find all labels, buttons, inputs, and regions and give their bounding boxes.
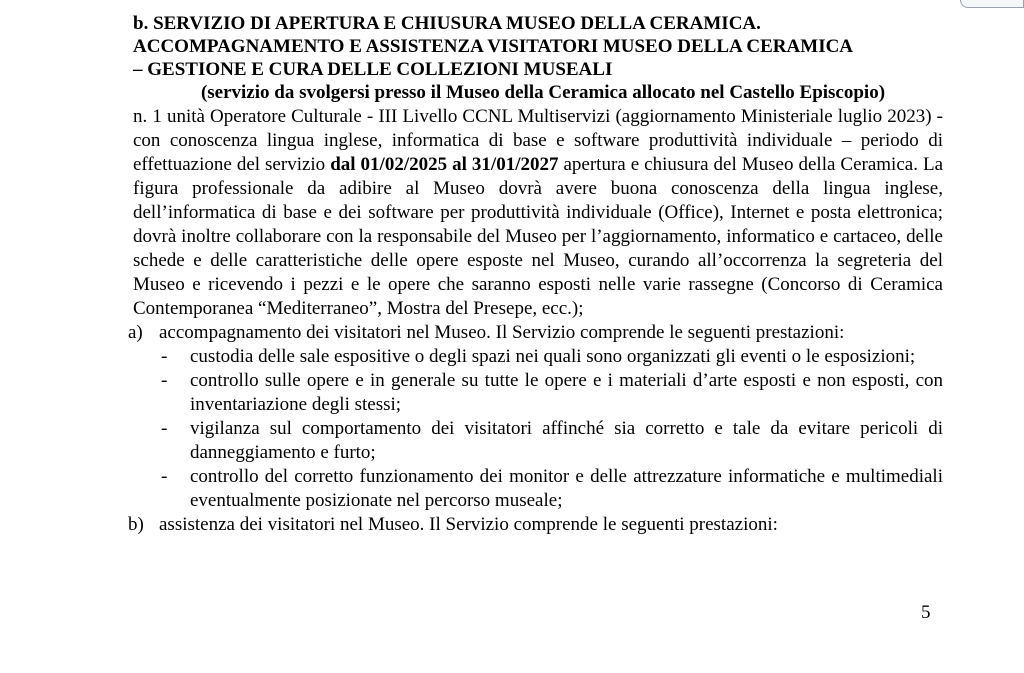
heading-line-1: b. SERVIZIO DI APERTURA E CHIUSURA MUSEO DELLA CERAMICA.: [133, 13, 761, 34]
sublist-item-text: custodia delle sale espositive o degli spazi nei quali sono organizzati gli eventi o le esposizioni;: [190, 346, 916, 367]
page-number: 5: [921, 602, 931, 623]
intro-paragraph: [133, 105, 943, 321]
sublist-item-text: controllo del corretto funzionamento dei monitor e delle attrezzature informatiche e multimediali eventualmente posizionate nel percorso museale;: [190, 466, 943, 511]
list-item-b: [128, 513, 943, 537]
list-marker-b: b): [128, 514, 144, 535]
dash-bullet: -: [161, 370, 168, 391]
section-subheading: (servizio da svolgersi presso il Museo della Ceramica allocato nel Castello Episcopio): [200, 82, 886, 103]
list-marker-a: a): [128, 322, 143, 343]
intro-text-2: apertura e chiusura del Museo della Ceramica. La figura professionale da adibire al Museo dovrà avere buona conoscenza della lingua inglese, dell’informatica di base e dei software per produttività individuale (Office), Internet e posta elettronica; dovrà inoltre collaborare con la responsabile del Museo per l’aggiornamento, informatico e cartaceo, delle schede e delle caratteristiche delle opere esposte nel Museo, curando all’occorrenza la segreteria del Museo e ricevendo i pezzi e le opere che saranno esposti nelle varie rassegne (Concorso di Ceramica Contemporanea “Mediterraneo”, Mostra del Presepe, ecc.);: [133, 154, 943, 319]
intro-text-1: n. 1 unità Operatore Culturale - III Livello CCNL Multiservizi (aggiornamento Ministeriale luglio 2023) - con conoscenza lingua inglese, informatica di base e software produttività individuale – periodo di effettuazione del servizio: [133, 106, 943, 175]
viewer-corner-frame: [960, 0, 1024, 8]
service-period: dal 01/02/2025 al 31/01/2027: [330, 154, 559, 175]
sublist-item: [133, 417, 943, 465]
sublist-item-text: vigilanza sul comportamento dei visitatori affinché sia corretto e tale da evitare pericoli di danneggiamento e furto;: [190, 418, 943, 463]
dash-bullet: -: [161, 418, 168, 439]
sublist-item: [133, 345, 943, 369]
sublist-a: [133, 345, 943, 513]
heading-line-2: ACCOMPAGNAMENTO E ASSISTENZA VISITATORI MUSEO DELLA CERAMICA: [133, 36, 854, 57]
list-item-b-text: assistenza dei visitatori nel Museo. Il Servizio comprende le seguenti prestazioni:: [159, 514, 778, 535]
heading-line-3: – GESTIONE E CURA DELLE COLLEZIONI MUSEALI: [133, 59, 613, 80]
section-heading: [133, 12, 943, 81]
sublist-item: [133, 465, 943, 513]
dash-bullet: -: [161, 346, 168, 367]
sublist-item: [133, 369, 943, 417]
list-item-a-text: accompagnamento dei visitatori nel Museo. Il Servizio comprende le seguenti prestazioni:: [159, 322, 845, 343]
dash-bullet: -: [161, 466, 168, 487]
sublist-item-text: controllo sulle opere e in generale su tutte le opere e i materiali d’arte esposti e non esposti, con inventariazione degli stessi;: [190, 370, 943, 415]
list-item-a: [128, 321, 943, 345]
document-page: [128, 12, 943, 537]
